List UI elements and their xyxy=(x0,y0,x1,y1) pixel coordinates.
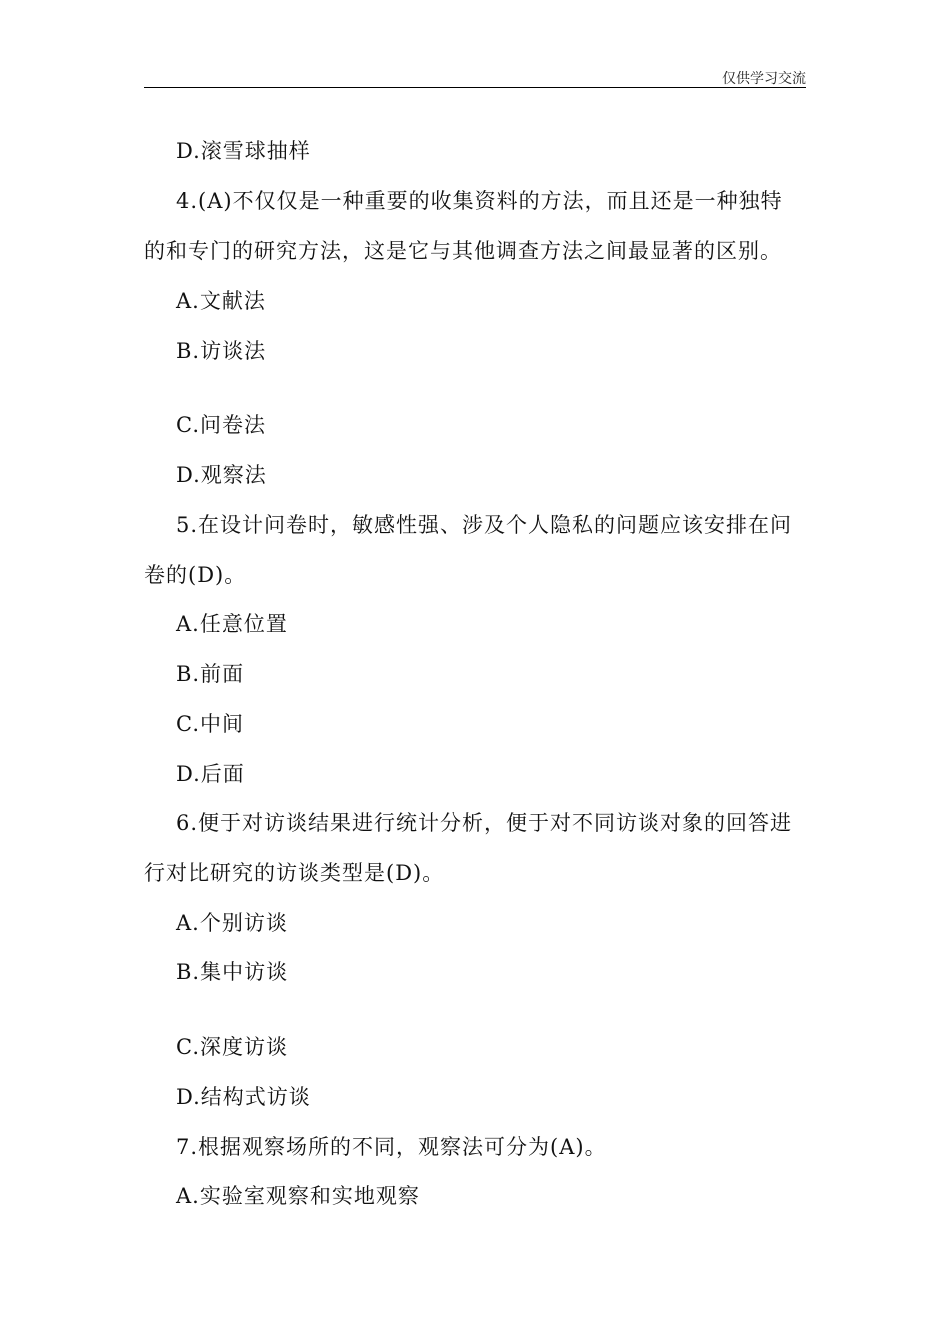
option-line: C.中间 xyxy=(176,712,244,736)
option-line: A.个别访谈 xyxy=(176,911,288,935)
question-line: 5.在设计问卷时，敏感性强、涉及个人隐私的问题应该安排在问 xyxy=(176,513,793,537)
question-line: 4.(A)不仅仅是一种重要的收集资料的方法，而且还是一种独特 xyxy=(176,189,783,213)
option-line: D.观察法 xyxy=(176,463,267,487)
option-line: D.后面 xyxy=(176,762,245,786)
question-line: 6.便于对访谈结果进行统计分析，便于对不同访谈对象的回答进 xyxy=(176,811,793,835)
option-line: A.实验室观察和实地观察 xyxy=(176,1184,420,1208)
question-line-continued: 行对比研究的访谈类型是(D)。 xyxy=(144,861,445,885)
option-line: B.集中访谈 xyxy=(176,960,289,984)
header-rule xyxy=(144,87,806,88)
option-line: A.任意位置 xyxy=(176,612,288,636)
option-line: D.结构式访谈 xyxy=(176,1085,311,1109)
option-line: A.文献法 xyxy=(176,289,266,313)
question-line-continued: 卷的(D)。 xyxy=(144,563,247,587)
question-line-continued: 的和专门的研究方法，这是它与其他调查方法之间最显著的区别。 xyxy=(144,239,782,263)
option-line: C.问卷法 xyxy=(176,413,266,437)
option-line: C.深度访谈 xyxy=(176,1035,288,1059)
question-line: 7.根据观察场所的不同，观察法可分为(A)。 xyxy=(176,1135,607,1159)
option-line: D.滚雪球抽样 xyxy=(176,139,311,163)
header-note: 仅供学习交流 xyxy=(722,71,806,87)
option-line: B.前面 xyxy=(176,662,245,686)
option-line: B.访谈法 xyxy=(176,339,267,363)
